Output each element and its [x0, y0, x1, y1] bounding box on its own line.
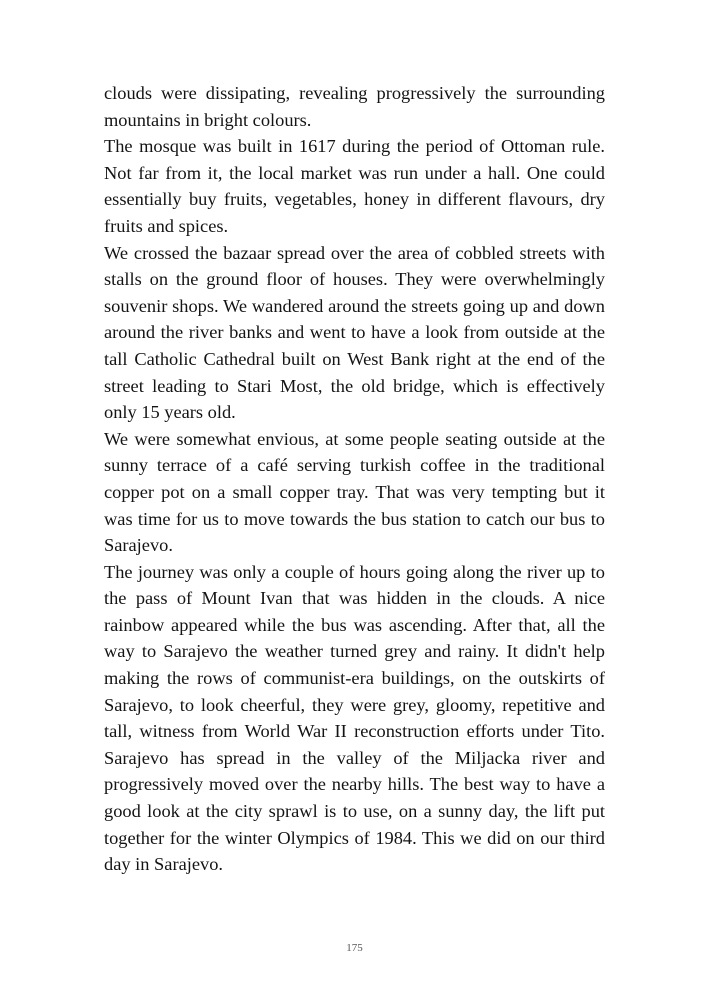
page-number: 175	[346, 942, 363, 954]
paragraph-2: The mosque was built in 1617 during the period of Ottoman rule. Not far from it, the local market was run under a hall. One could essentially buy fruits, vegetables, honey in different flavours, dry fruits and spices.	[104, 136, 605, 236]
paragraph-4: We were somewhat envious, at some people seating outside at the sunny terrace of a café serving turkish coffee in the traditional copper pot on a small copper tray. That was very tempting but it was time for us to move towards the bus station to catch our bus to Sarajevo.	[104, 428, 605, 556]
page-body	[104, 80, 605, 878]
paragraph-5: The journey was only a couple of hours going along the river up to the pass of Mount Ivan that was hidden in the clouds. A nice rainbow appeared while the bus was ascending. After that, all the way to Sarajevo the weather turned grey and rainy. It didn't help making the rows of communist-era buildings, on the outskirts of Sarajevo, to look cheerful, they were grey, gloomy, repetitive and tall, witness from World War II reconstruction efforts under Tito. Sarajevo has spread in the valley of the Miljacka river and progressively moved over the nearby hills. The best way to have a good look at the city sprawl is to use, on a sunny day, the lift put together for the winter Olympics of 1984. This we did on our third day in Sarajevo.	[104, 561, 605, 875]
paragraph-3: We crossed the bazaar spread over the area of cobbled streets with stalls on the ground floor of houses. They were overwhelmingly souvenir shops. We wandered around the streets going up and down around the river banks and went to have a look from outside at the tall Catholic Cathedral built on West Bank right at the end of the street leading to Stari Most, the old bridge, which is effectively only 15 years old.	[104, 242, 605, 423]
paragraph-1: clouds were dissipating, revealing progressively the surrounding mountains in bright colours.	[104, 83, 605, 130]
